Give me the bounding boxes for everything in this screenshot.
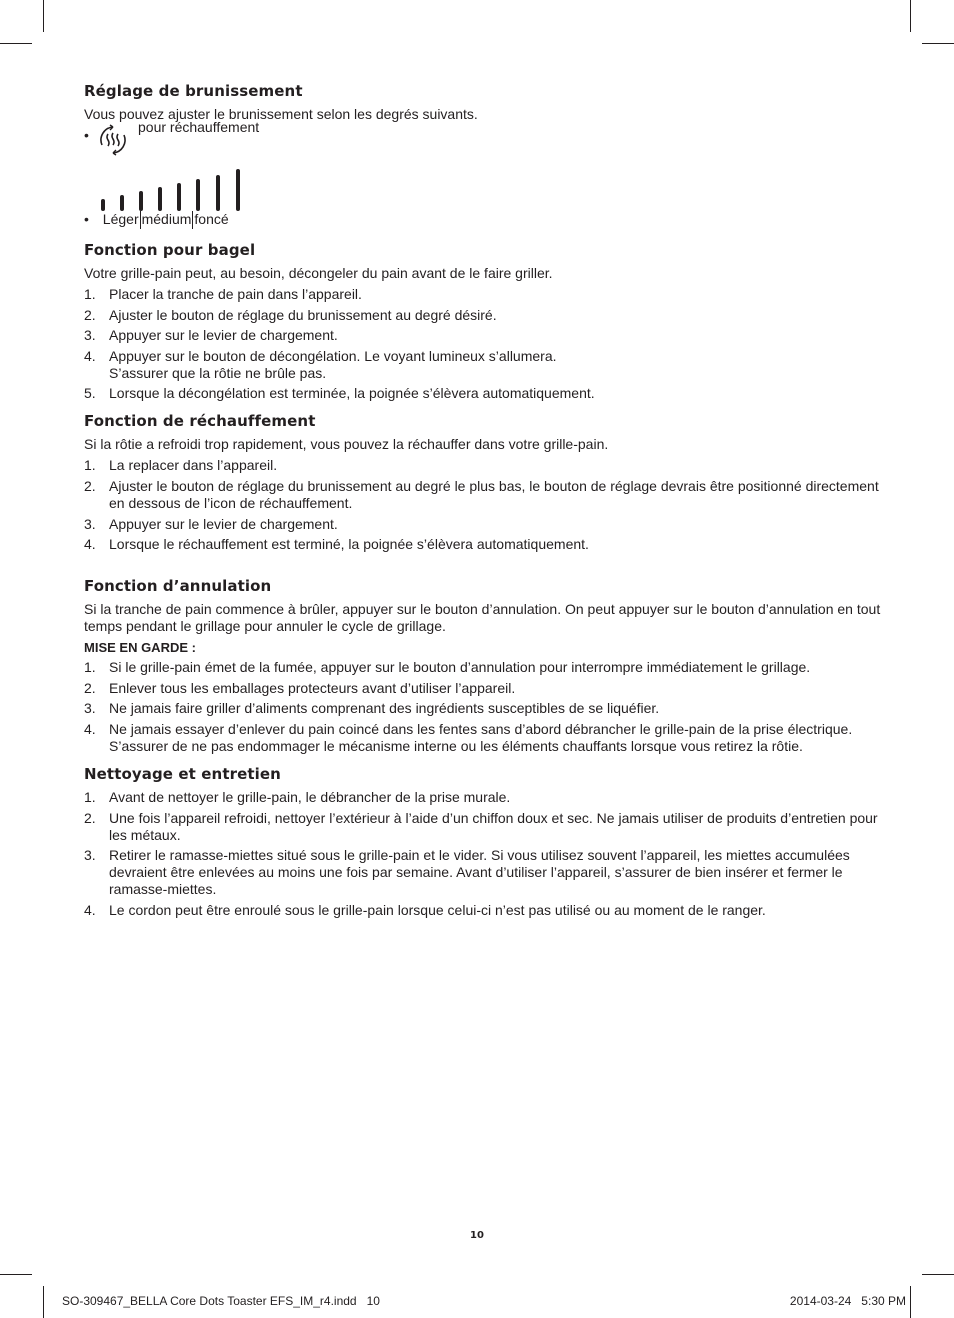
crop-mark bbox=[922, 1274, 954, 1275]
list-item bbox=[84, 457, 884, 474]
reheat-bullet bbox=[84, 119, 884, 161]
list-number: 4. bbox=[84, 720, 96, 737]
list-item bbox=[84, 327, 884, 344]
list-number: 3. bbox=[84, 847, 96, 864]
list-item bbox=[84, 789, 884, 806]
list-text: Le cordon peut être enroulé sous le grille-pain lorsque celui-ci n’est pas utilisé ou au moment de le ranger. bbox=[109, 901, 766, 918]
level-separator bbox=[140, 211, 141, 229]
list-text: Avant de nettoyer le grille-pain, le débrancher de la prise murale. bbox=[109, 788, 511, 805]
crop-mark bbox=[43, 0, 44, 32]
browning-levels bbox=[84, 211, 884, 231]
list-item bbox=[84, 902, 884, 919]
list-item bbox=[84, 385, 884, 402]
list-item bbox=[84, 700, 884, 717]
list-text: Appuyer sur le levier de chargement. bbox=[109, 515, 338, 532]
browning-intro: Vous pouvez ajuster le brunissement selon les degrés suivants. bbox=[84, 106, 478, 122]
list-number: 1. bbox=[84, 788, 96, 805]
list-item bbox=[84, 307, 884, 324]
list-text: S’assurer que la rôtie ne brûle pas. bbox=[109, 364, 327, 381]
reheat-icon bbox=[96, 123, 130, 157]
footer-date-info: 2014-03-24 5:30 PM bbox=[789, 1294, 906, 1308]
list-number: 2. bbox=[84, 809, 96, 826]
list-number: 4. bbox=[84, 536, 96, 553]
bagel-steps bbox=[84, 286, 884, 402]
list-text: Ajuster le bouton de réglage du brunissement au degré le plus bas, le bouton de réglage devrais être positionné directement en dessous de l’icon de réchauffement. bbox=[109, 477, 879, 511]
crop-mark bbox=[43, 1286, 44, 1318]
section-title-browning: Réglage de brunissement bbox=[84, 82, 303, 100]
list-item bbox=[84, 810, 884, 844]
crop-mark bbox=[910, 1286, 911, 1318]
browning-bar bbox=[158, 187, 162, 211]
list-text: Retirer le ramasse-miettes situé sous le grille-pain et le vider. Si vous utilisez souvent l’appareil, les miettes accumulées devraient être enlevées au moins une fois par semaine. Avant d’utiliser l’appareil, s’assurer de bien insérer et fermer le ramasse-miettes. bbox=[109, 847, 850, 898]
list-item bbox=[84, 659, 884, 676]
list-number: 2. bbox=[84, 306, 96, 323]
reheat-label: pour réchauffement bbox=[138, 119, 260, 135]
level-light: Léger bbox=[102, 211, 139, 227]
section-cleaning bbox=[84, 765, 884, 919]
list-text: Ne jamais essayer d’enlever du pain coincé dans les fentes sans d’abord débrancher le grille-pain de la prise électrique. S’assurer de ne pas endommager le mécanisme interne ou les éléments chauffants lorsque vous retirez la rôtie. bbox=[109, 720, 853, 754]
browning-bar bbox=[120, 195, 124, 211]
section-reheat bbox=[84, 412, 884, 553]
level-dark: foncé bbox=[194, 211, 229, 227]
warning-list bbox=[84, 659, 884, 755]
crop-mark bbox=[910, 0, 911, 32]
list-text: Lorsque la décongélation est terminée, la poignée s’élèvera automatiquement. bbox=[109, 385, 595, 402]
bullet-glyph: • bbox=[84, 127, 89, 143]
browning-bar bbox=[101, 199, 105, 211]
cancel-intro: Si la tranche de pain commence à brûler, appuyer sur le bouton d’annulation. On peut appuyer sur le bouton d’annulation en tout temps pendant le grillage pour annuler le cycle de grillage. bbox=[84, 601, 881, 635]
section-browning bbox=[84, 82, 884, 231]
list-item bbox=[84, 536, 884, 553]
section-title-cleaning: Nettoyage et entretien bbox=[84, 764, 281, 783]
crop-mark bbox=[0, 1274, 32, 1275]
list-number: 4. bbox=[84, 347, 96, 364]
list-number: 4. bbox=[84, 901, 96, 918]
list-text: Enlever tous les emballages protecteurs avant d’utiliser l’appareil. bbox=[109, 679, 516, 696]
browning-bar bbox=[216, 175, 220, 211]
reheat-steps bbox=[84, 457, 884, 553]
section-title-cancel: Fonction d’annulation bbox=[84, 577, 272, 596]
list-number: 3. bbox=[84, 327, 96, 344]
crop-mark bbox=[0, 43, 32, 44]
list-item bbox=[84, 348, 884, 382]
list-item bbox=[84, 680, 884, 697]
bagel-intro: Votre grille-pain peut, au besoin, décongeler du pain avant de le faire griller. bbox=[84, 265, 553, 281]
list-text: Appuyer sur le bouton de décongélation. Le voyant lumineux s’allumera. bbox=[109, 347, 557, 364]
browning-level-bars-icon bbox=[84, 167, 884, 211]
list-number: 3. bbox=[84, 700, 96, 717]
browning-bar bbox=[196, 179, 200, 211]
footer-file-info: SO-309467_BELLA Core Dots Toaster EFS_IM_r4.indd 10 bbox=[62, 1294, 380, 1308]
list-text: Une fois l’appareil refroidi, nettoyer l’extérieur à l’aide d’un chiffon doux et sec. Ne jamais utiliser de produits d’entretien pour les métaux. bbox=[109, 809, 878, 843]
list-text: Placer la tranche de pain dans l’appareil. bbox=[109, 286, 362, 302]
page-number: 10 bbox=[470, 1230, 484, 1241]
list-item bbox=[84, 721, 884, 755]
browning-bar bbox=[236, 169, 240, 211]
list-item bbox=[84, 286, 884, 303]
list-number: 2. bbox=[84, 477, 96, 494]
list-text: Appuyer sur le levier de chargement. bbox=[109, 327, 338, 344]
list-item bbox=[84, 847, 884, 898]
section-bagel bbox=[84, 241, 884, 402]
list-number: 1. bbox=[84, 659, 96, 676]
bullet-glyph: • bbox=[84, 211, 89, 227]
list-text: Ajuster le bouton de réglage du brunissement au degré désiré. bbox=[109, 306, 497, 323]
list-text: Ne jamais faire griller d’aliments comprenant des ingrédients susceptibles de se liquéfier. bbox=[109, 700, 660, 717]
list-text: La replacer dans l’appareil. bbox=[109, 457, 278, 474]
page-content bbox=[84, 82, 884, 929]
crop-mark bbox=[922, 43, 954, 44]
section-cancel bbox=[84, 577, 884, 755]
level-medium: médium bbox=[141, 211, 192, 227]
section-title-reheat: Fonction de réchauffement bbox=[84, 412, 316, 431]
browning-bar bbox=[139, 191, 143, 211]
list-number: 2. bbox=[84, 679, 96, 696]
list-text: Si le grille-pain émet de la fumée, appuyer sur le bouton d’annulation pour interrompre immédiatement le grillage. bbox=[109, 659, 811, 676]
list-item bbox=[84, 478, 884, 512]
list-number: 1. bbox=[84, 286, 96, 302]
cleaning-steps bbox=[84, 789, 884, 919]
browning-bar bbox=[177, 183, 181, 211]
warning-heading: MISE EN GARDE : bbox=[84, 640, 196, 656]
list-number: 3. bbox=[84, 515, 96, 532]
list-number: 5. bbox=[84, 385, 96, 402]
section-title-bagel: Fonction pour bagel bbox=[84, 241, 256, 259]
list-item bbox=[84, 516, 884, 533]
list-number: 1. bbox=[84, 457, 96, 474]
reheat-intro: Si la rôtie a refroidi trop rapidement, vous pouvez la réchauffer dans votre grille-pain. bbox=[84, 436, 609, 453]
list-text: Lorsque le réchauffement est terminé, la poignée s’élèvera automatiquement. bbox=[109, 536, 589, 553]
